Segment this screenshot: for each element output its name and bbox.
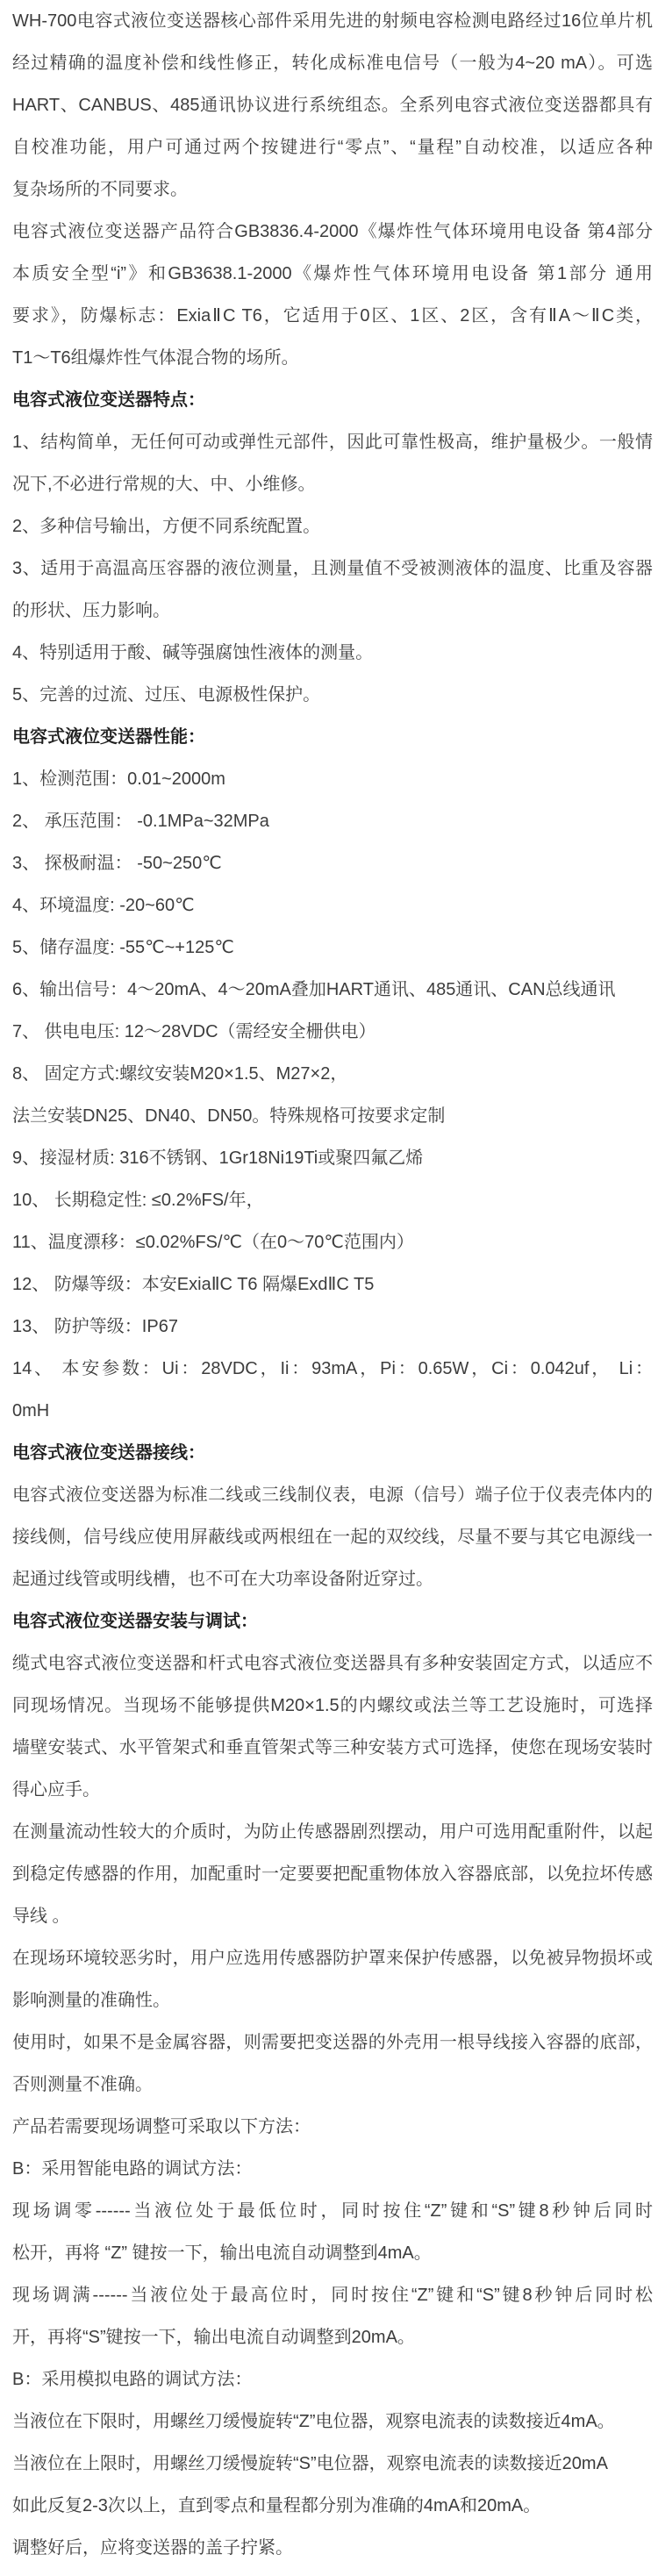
text-line: 使用时，如果不是金属容器，则需要把变送器的外壳用一根导线接入容器的底部， [12, 2033, 653, 2052]
installation-paragraph [12, 1642, 653, 1811]
text-line: 8、 固定方式:螺纹安装M20×1.5、M27×2， [12, 1064, 348, 1084]
text-line: WH-700电容式液位变送器核心部件采用先进的射频电容检测电路经过16位单片机 [12, 11, 653, 31]
text-line: 2、多种信号输出，方便不同系统配置。 [12, 517, 321, 536]
text-line: 况下,不必进行常规的大、中、小维修。 [12, 475, 316, 494]
text-line: 1、结构简单，无任何可动或弹性元部件，因此可靠性极高，维护量极少。一般情 [12, 433, 653, 452]
text-line: B：采用智能电路的调试方法： [12, 2159, 253, 2179]
spec-item [12, 1263, 653, 1306]
text-line: 要求》，防爆标志：ExiaⅡC T6，它适用于0区、1区、2区，含有ⅡA～ⅡC类， [12, 306, 653, 326]
installation-paragraph [12, 2021, 653, 2106]
intro-section [12, 0, 653, 379]
feature-item [12, 674, 653, 716]
spec-item [12, 1348, 653, 1432]
text-line: 缆式电容式液位变送器和杆式电容式液位变送器具有多种安装固定方式，以适应不 [12, 1654, 653, 1673]
text-line: 复杂场所的不同要求。 [12, 180, 188, 199]
text-line: 的形状、压力影响。 [12, 601, 170, 620]
spec-item [12, 800, 653, 842]
installation-paragraph [12, 2485, 653, 2527]
text-line: 当液位在上限时，用螺丝刀缓慢旋转“S”电位器，观察电流表的读数接近20mA [12, 2454, 608, 2473]
features-heading: 电容式液位变送器特点： [12, 390, 205, 410]
installation-paragraph [12, 2274, 653, 2358]
text-line: HART、CANBUS、485通讯协议进行系统组态。全系列电容式液位变送器都具有 [12, 96, 653, 115]
installation-paragraph [12, 2443, 653, 2485]
text-line: B：采用模拟电路的调试方法： [12, 2370, 253, 2389]
text-line: 9、接湿材质: 316不锈钢、1Gr18Ni19Ti或聚四氟乙烯 [12, 1148, 424, 1168]
performance-list [12, 758, 653, 1432]
installation-heading: 电容式液位变送器安装与调试： [12, 1612, 258, 1631]
text-line: 在现场环境较恶劣时，用户应选用传感器防护罩来保护传感器，以免被异物损坏或 [12, 1949, 653, 1968]
text-line: 影响测量的准确性。 [12, 1991, 170, 2010]
text-line: 2、 承压范围： -0.1MPa~32MPa [12, 812, 269, 831]
text-line: 4、特别适用于酸、碱等强腐蚀性液体的测量。 [12, 643, 374, 662]
text-line: 13、 防护等级：IP67 [12, 1317, 178, 1336]
spec-item [12, 842, 653, 884]
text-line: 3、 探极耐温： -50~250℃ [12, 854, 222, 873]
feature-item [12, 505, 653, 547]
intro-paragraphs [12, 0, 653, 379]
performance-heading: 电容式液位变送器性能： [12, 727, 205, 747]
wiring-section [12, 1432, 653, 1600]
installation-paragraph [12, 2527, 653, 2569]
text-line: 14、 本安参数：Ui：28VDC，Ii：93mA，Pi：0.65W，Ci：0.042uf， Li： [12, 1359, 653, 1378]
text-line: 松开，再将 “Z” 键按一下，输出电流自动调整到4mA。 [12, 2243, 432, 2263]
text-line: 1、检测范围：0.01~2000m [12, 769, 225, 789]
installation-paragraph [12, 1937, 653, 2021]
wiring-paragraph [12, 1474, 653, 1600]
spec-item [12, 1053, 653, 1095]
spec-item [12, 1011, 653, 1053]
spec-item [12, 927, 653, 969]
installation-paragraph [12, 2106, 653, 2148]
wiring-paragraphs [12, 1474, 653, 1600]
text-line: 如此反复2-3次以上，直到零点和量程都分别为准确的4mA和20mA。 [12, 2496, 541, 2515]
spec-item [12, 1179, 653, 1221]
spec-item [12, 1095, 653, 1137]
text-line: 现场调满------当液位处于最高位时，同时按住“Z”键和“S”键8秒钟后同时松 [12, 2286, 653, 2305]
text-line: 法兰安装DN25、DN40、DN50。特殊规格可按要求定制 [12, 1106, 446, 1126]
installation-paragraphs [12, 1642, 653, 2569]
installation-paragraph [12, 2358, 653, 2401]
text-line: 自校准功能，用户可通过两个按键进行“零点”、“量程”自动校准，以适应各种 [12, 138, 653, 157]
text-line: 11、温度漂移：≤0.02%FS/℃（在0～70℃范围内） [12, 1233, 414, 1252]
features-list [12, 421, 653, 716]
features-section [12, 379, 653, 716]
text-line: 当液位在下限时，用螺丝刀缓慢旋转“Z”电位器，观察电流表的读数接近4mA。 [12, 2412, 615, 2431]
text-line: 起通过线管或明线槽，也不可在大功率设备附近穿过。 [12, 1570, 433, 1589]
text-line: 12、 防爆等级：本安ExiaⅡC T6 隔爆ExdⅡC T5 [12, 1275, 375, 1294]
installation-paragraph [12, 1811, 653, 1937]
text-line: T1～T6组爆炸性气体混合物的场所。 [12, 348, 299, 368]
text-line: 5、储存温度: -55℃~+125℃ [12, 938, 234, 957]
feature-item [12, 547, 653, 632]
text-line: 导线 。 [12, 1907, 70, 1926]
installation-paragraph [12, 2190, 653, 2274]
text-line: 3、适用于高温高压容器的液位测量，且测量值不受被测液体的温度、比重及容器 [12, 559, 653, 578]
performance-section [12, 716, 653, 1432]
installation-paragraph [12, 2148, 653, 2190]
text-line: 6、输出信号：4～20mA、4～20mA叠加HART通讯、485通讯、CAN总线通讯 [12, 980, 616, 999]
text-line: 5、完善的过流、过压、电源极性保护。 [12, 685, 321, 705]
installation-paragraph [12, 2401, 653, 2443]
text-line: 电容式液位变送器产品符合GB3836.4-2000《爆炸性气体环境用电设备 第4部分 [12, 222, 653, 241]
text-line: 产品若需要现场调整可采取以下方法： [12, 2117, 311, 2136]
text-line: 本质安全型“i”》和GB3638.1-2000《爆炸性气体环境用电设备 第1部分 通用 [12, 264, 653, 283]
spec-item [12, 758, 653, 800]
text-line: 7、 供电电压: 12～28VDC（需经安全栅供电） [12, 1022, 376, 1041]
text-line: 现场调零------当液位处于最低位时，同时按住“Z”键和“S”键8秒钟后同时 [12, 2201, 653, 2221]
feature-item [12, 632, 653, 674]
text-line: 同现场情况。当现场不能够提供M20×1.5的内螺纹或法兰等工艺设施时，可选择 [12, 1696, 653, 1715]
text-line: 得心应手。 [12, 1780, 100, 1800]
feature-item [12, 421, 653, 505]
text-line: 4、环境温度: -20~60℃ [12, 896, 195, 915]
text-line: 电容式液位变送器为标准二线或三线制仪表，电源（信号）端子位于仪表壳体内的 [12, 1485, 653, 1505]
installation-section [12, 1600, 653, 2569]
text-line: 墙壁安装式、水平管架式和垂直管架式等三种安装方式可选择，使您在现场安装时 [12, 1738, 653, 1757]
text-line: 10、 长期稳定性: ≤0.2%FS/年， [12, 1191, 264, 1210]
spec-item [12, 884, 653, 927]
text-line: 0mH [12, 1401, 50, 1420]
text-line: 调整好后，应将变送器的盖子拧紧。 [12, 2538, 293, 2558]
spec-item [12, 969, 653, 1011]
text-line: 经过精确的温度补偿和线性修正，转化成标准电信号（一般为4~20 mA）。可选 [12, 54, 653, 73]
spec-item [12, 1137, 653, 1179]
text-line: 否则测量不准确。 [12, 2075, 153, 2094]
text-line: 在测量流动性较大的介质时，为防止传感器剧烈摆动，用户可选用配重附件，以起 [12, 1822, 653, 1842]
text-line: 开，再将“S”键按一下，输出电流自动调整到20mA。 [12, 2328, 415, 2347]
text-line: 接线侧，信号线应使用屏蔽线或两根纽在一起的双绞线，尽量不要与其它电源线一 [12, 1528, 653, 1547]
intro-paragraph [12, 0, 653, 211]
spec-item [12, 1306, 653, 1348]
wiring-heading: 电容式液位变送器接线： [12, 1443, 205, 1463]
spec-item [12, 1221, 653, 1263]
intro-paragraph [12, 211, 653, 379]
text-line: 到稳定传感器的作用，加配重时一定要要把配重物体放入容器底部，以免拉坏传感 [12, 1864, 653, 1884]
